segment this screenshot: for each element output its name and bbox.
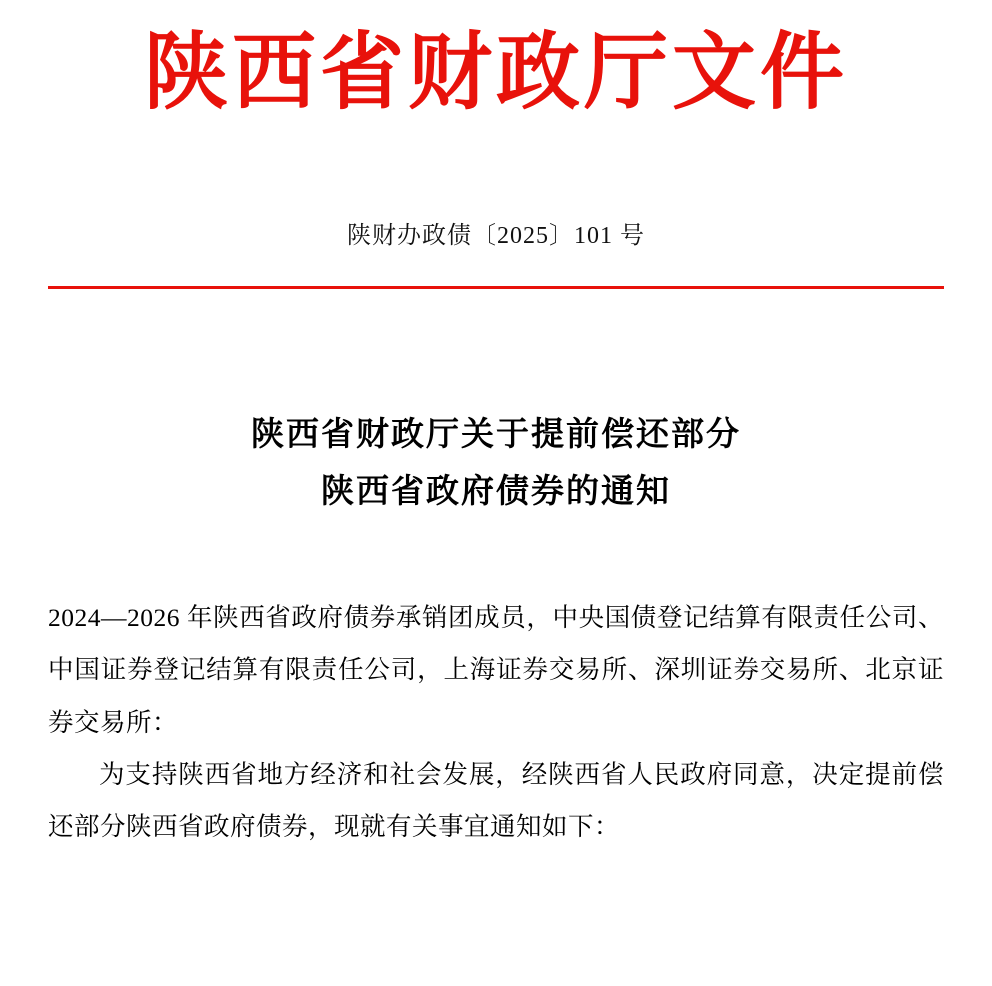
addressee-paragraph: 2024—2026 年陕西省政府债券承销团成员，中央国债登记结算有限责任公司、中国证券登记结算有限责任公司，上海证券交易所、深圳证券交易所、北京证券交易所：	[48, 603, 944, 737]
body-paragraph-1: 为支持陕西省地方经济和社会发展，经陕西省人民政府同意，决定提前偿还部分陕西省政府债券，现就有关事宜通知如下：	[48, 759, 944, 842]
document-page	[0, 26, 992, 986]
page-title-line-1: 陕西省财政厅关于提前偿还部分	[251, 416, 741, 453]
issuing-authority-title: 陕西省财政厅文件	[143, 27, 848, 120]
red-divider-rule	[48, 286, 944, 289]
masthead	[48, 26, 944, 123]
page-title-line-2: 陕西省政府债券的通知	[321, 474, 671, 511]
document-body	[48, 592, 944, 853]
page-title	[48, 407, 944, 523]
document-number: 陕财办政债〔2025〕101 号	[347, 222, 645, 249]
